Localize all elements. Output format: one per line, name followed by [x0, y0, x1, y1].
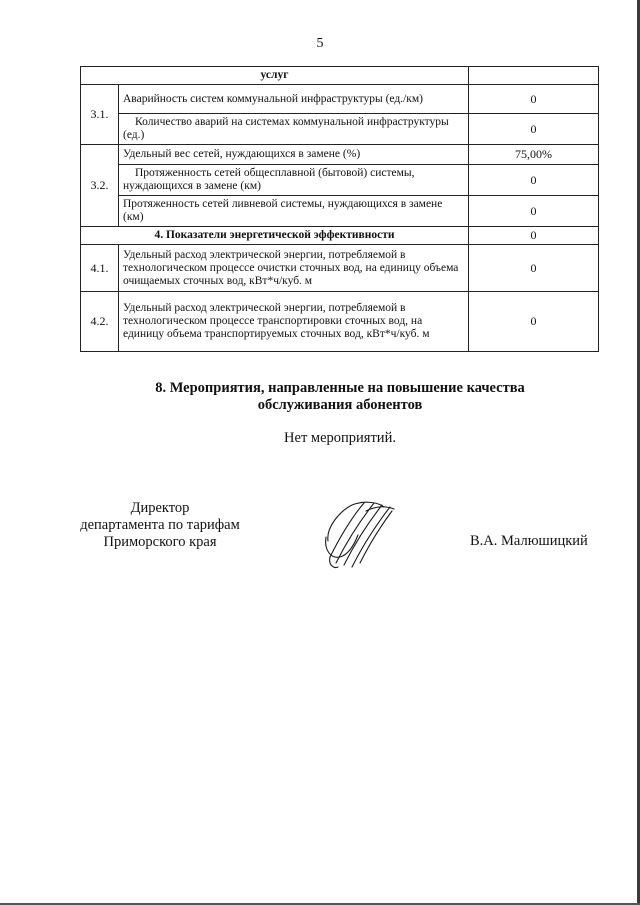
section-8-title — [80, 380, 600, 414]
row-value: 0 — [469, 245, 599, 292]
table-row — [81, 245, 599, 292]
table-row — [81, 145, 599, 165]
row-number: 4.1. — [81, 245, 119, 292]
table-header-cont: услуг — [81, 67, 469, 85]
section-4-value: 0 — [469, 227, 599, 245]
row-text: Количество аварий на системах коммунальной инфраструктуры (ед.) — [119, 114, 469, 145]
row-text: Удельный расход электрической энергии, потребляемой в технологическом процессе транспортировки сточных вод, на единицу объема транспортируемых сточных вод, кВт*ч/куб. м — [119, 292, 469, 352]
section-8-title-line1: 8. Мероприятия, направленные на повышение качества — [155, 380, 525, 396]
table-row — [81, 67, 599, 85]
row-value: 0 — [469, 196, 599, 227]
row-value: 0 — [469, 85, 599, 114]
table-row — [81, 227, 599, 245]
row-number: 3.2. — [81, 145, 119, 227]
indicators-table — [80, 66, 599, 352]
row-text: Аварийность систем коммунальной инфраструктуры (ед./км) — [119, 85, 469, 114]
section-4-title: 4. Показатели энергетической эффективности — [81, 227, 469, 245]
table-row — [81, 165, 599, 196]
table-row — [81, 85, 599, 114]
no-events-text: Нет мероприятий. — [284, 430, 396, 446]
signatory-line1: Директор — [130, 500, 190, 516]
page-number: 5 — [316, 36, 324, 51]
signatory-title — [70, 500, 250, 551]
handwritten-signature — [318, 497, 398, 569]
row-text: Протяженность сетей ливневой системы, нуждающихся в замене (км) — [119, 196, 469, 227]
table-cell-empty — [469, 67, 599, 85]
row-text: Протяженность сетей общесплавной (бытовой) системы, нуждающихся в замене (км) — [119, 165, 469, 196]
row-number: 4.2. — [81, 292, 119, 352]
row-value: 0 — [469, 114, 599, 145]
section-8-title-line2: обслуживания абонентов — [257, 397, 423, 413]
table-row — [81, 196, 599, 227]
row-value: 0 — [469, 292, 599, 352]
row-text: Удельный расход электрической энергии, потребляемой в технологическом процессе очистки сточных вод, на единицу объема очищаемых сточных вод, кВт*ч/куб. м — [119, 245, 469, 292]
table-row — [81, 114, 599, 145]
row-text: Удельный вес сетей, нуждающихся в замене (%) — [119, 145, 469, 165]
table-row — [81, 292, 599, 352]
row-value: 0 — [469, 165, 599, 196]
signatory-line2: департамента по тарифам — [80, 517, 240, 533]
row-value: 75,00% — [469, 145, 599, 165]
signatory-line3: Приморского края — [103, 534, 217, 550]
row-number: 3.1. — [81, 85, 119, 145]
signatory-name: В.А. Малюшицкий — [470, 533, 588, 549]
